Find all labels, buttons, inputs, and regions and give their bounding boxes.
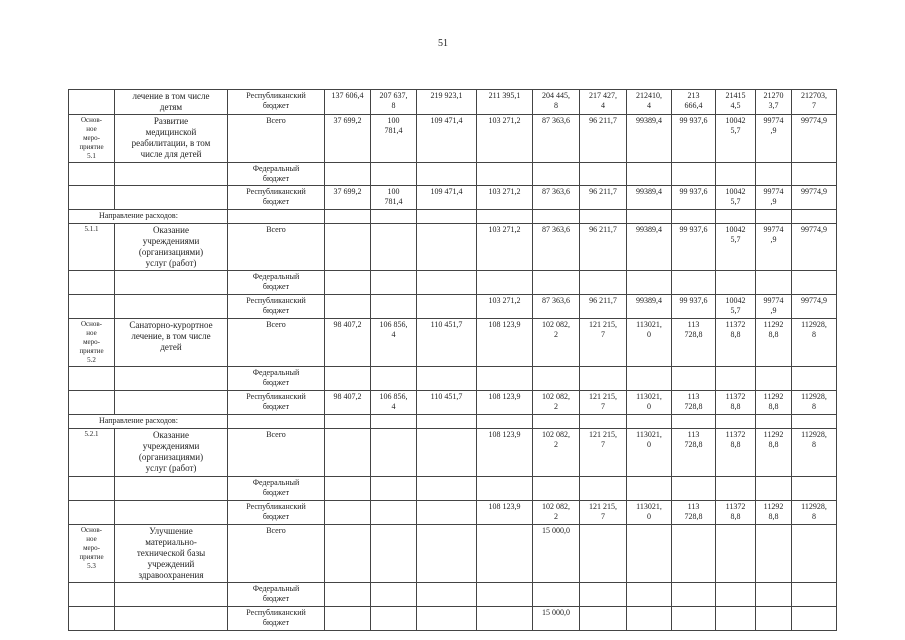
table-cell: 112928, 8 xyxy=(792,319,837,367)
table-cell xyxy=(792,477,837,501)
table-cell: 99 937,6 xyxy=(672,224,716,271)
table-cell: 11292 8,8 xyxy=(756,429,792,477)
funding-source: Федеральный бюджет xyxy=(228,271,325,295)
table-row xyxy=(69,224,837,271)
measure-code: Основ- ное меро- приятие 5.1 xyxy=(69,115,115,163)
table-cell: 87 363,6 xyxy=(533,186,580,210)
table-cell xyxy=(371,607,417,631)
table-cell xyxy=(417,583,477,607)
table-cell: 87 363,6 xyxy=(533,224,580,271)
table-cell: 99 937,6 xyxy=(672,295,716,319)
table-cell xyxy=(325,224,371,271)
table-cell xyxy=(627,607,672,631)
table-cell: 96 211,7 xyxy=(580,115,627,163)
funding-source: Республиканский бюджет xyxy=(228,391,325,415)
table-cell: 99774 ,9 xyxy=(756,115,792,163)
table-row xyxy=(69,607,837,631)
table-cell: 15 000,0 xyxy=(533,607,580,631)
table-cell xyxy=(792,163,837,186)
measure-code xyxy=(69,391,115,415)
table-cell: 21270 3,7 xyxy=(756,90,792,115)
table-cell: 121 215, 7 xyxy=(580,501,627,525)
table-cell xyxy=(325,415,371,429)
table-cell xyxy=(756,525,792,583)
table-cell: 113 728,8 xyxy=(672,501,716,525)
funding-source: Республиканский бюджет xyxy=(228,295,325,319)
table-cell xyxy=(716,210,756,224)
table-cell xyxy=(228,210,325,224)
table-cell xyxy=(477,583,533,607)
table-row xyxy=(69,90,837,115)
table-cell xyxy=(580,210,627,224)
table-cell: 99774,9 xyxy=(792,224,837,271)
table-cell: 103 271,2 xyxy=(477,295,533,319)
table-cell xyxy=(580,583,627,607)
table-cell: 99389,4 xyxy=(627,224,672,271)
table-cell xyxy=(417,477,477,501)
table-cell xyxy=(580,163,627,186)
table-cell: 99 937,6 xyxy=(672,115,716,163)
measure-name: Улучшение материально- технической базы учреждений здравоохранения xyxy=(115,525,228,583)
measure-name xyxy=(115,607,228,631)
table-cell: 121 215, 7 xyxy=(580,319,627,367)
table-cell xyxy=(627,525,672,583)
measure-name xyxy=(115,583,228,607)
table-cell xyxy=(417,415,477,429)
table-cell xyxy=(477,367,533,391)
table-cell xyxy=(325,429,371,477)
table-cell: 103 271,2 xyxy=(477,115,533,163)
table-cell: 11372 8,8 xyxy=(716,501,756,525)
table-cell xyxy=(716,525,756,583)
measure-code: 5.1.1 xyxy=(69,224,115,271)
table-cell xyxy=(756,607,792,631)
table-cell xyxy=(417,429,477,477)
table-cell xyxy=(371,271,417,295)
table-cell: 96 211,7 xyxy=(580,186,627,210)
table-cell: 113021, 0 xyxy=(627,501,672,525)
table-cell xyxy=(756,163,792,186)
measure-name xyxy=(115,501,228,525)
table-row xyxy=(69,525,837,583)
table-cell xyxy=(580,607,627,631)
measure-code xyxy=(69,295,115,319)
budget-table xyxy=(68,89,837,631)
table-cell xyxy=(716,367,756,391)
table-cell: 212410, 4 xyxy=(627,90,672,115)
table-cell xyxy=(792,210,837,224)
table-cell: 137 606,4 xyxy=(325,90,371,115)
table-cell: 113 728,8 xyxy=(672,319,716,367)
table-cell: 21415 4,5 xyxy=(716,90,756,115)
table-cell xyxy=(627,163,672,186)
measure-name xyxy=(115,295,228,319)
measure-name: Оказание учреждениями (организациями) услуг (работ) xyxy=(115,224,228,271)
measure-code xyxy=(69,90,115,115)
table-cell: 96 211,7 xyxy=(580,224,627,271)
table-cell: 112928, 8 xyxy=(792,501,837,525)
table-cell: 98 407,2 xyxy=(325,391,371,415)
table-cell xyxy=(716,163,756,186)
table-cell: 217 427, 4 xyxy=(580,90,627,115)
table-cell: 112928, 8 xyxy=(792,391,837,415)
table-cell: 102 082, 2 xyxy=(533,391,580,415)
measure-name xyxy=(115,391,228,415)
table-cell xyxy=(533,477,580,501)
table-cell: 37 699,2 xyxy=(325,115,371,163)
table-cell xyxy=(580,415,627,429)
table-cell xyxy=(792,367,837,391)
funding-source: Всего xyxy=(228,525,325,583)
funding-source: Республиканский бюджет xyxy=(228,90,325,115)
funding-source: Федеральный бюджет xyxy=(228,477,325,501)
table-cell: 99774,9 xyxy=(792,295,837,319)
table-cell: 108 123,9 xyxy=(477,429,533,477)
table-cell: 37 699,2 xyxy=(325,186,371,210)
table-cell xyxy=(580,525,627,583)
table-cell: 100 781,4 xyxy=(371,186,417,210)
table-cell: 99774 ,9 xyxy=(756,295,792,319)
table-cell: 100 781,4 xyxy=(371,115,417,163)
table-cell xyxy=(672,210,716,224)
table-cell xyxy=(716,271,756,295)
table-cell xyxy=(533,583,580,607)
table-cell xyxy=(371,525,417,583)
table-cell: 11372 8,8 xyxy=(716,391,756,415)
table-cell xyxy=(325,477,371,501)
table-cell xyxy=(627,271,672,295)
table-cell: 103 271,2 xyxy=(477,186,533,210)
measure-code xyxy=(69,477,115,501)
table-cell xyxy=(228,415,325,429)
table-cell xyxy=(756,367,792,391)
table-cell: 98 407,2 xyxy=(325,319,371,367)
measure-code xyxy=(69,501,115,525)
table-cell: 99774 ,9 xyxy=(756,186,792,210)
table-cell xyxy=(371,367,417,391)
table-cell xyxy=(477,210,533,224)
table-cell: 121 215, 7 xyxy=(580,429,627,477)
table-cell xyxy=(756,271,792,295)
table-cell xyxy=(325,583,371,607)
table-cell xyxy=(533,163,580,186)
measure-name xyxy=(115,163,228,186)
table-cell xyxy=(672,163,716,186)
table-cell xyxy=(371,501,417,525)
table-cell: 110 451,7 xyxy=(417,391,477,415)
table-cell xyxy=(792,271,837,295)
table-cell: 108 123,9 xyxy=(477,391,533,415)
table-cell: 99774 ,9 xyxy=(756,224,792,271)
table-cell xyxy=(325,525,371,583)
table-cell xyxy=(672,525,716,583)
table-cell: 219 923,1 xyxy=(417,90,477,115)
table-cell xyxy=(371,429,417,477)
measure-code xyxy=(69,583,115,607)
table-cell xyxy=(533,271,580,295)
table-cell xyxy=(325,367,371,391)
measure-code xyxy=(69,607,115,631)
table-cell xyxy=(627,583,672,607)
table-cell xyxy=(672,271,716,295)
table-cell xyxy=(371,224,417,271)
measure-code: Основ- ное меро- приятие 5.3 xyxy=(69,525,115,583)
funding-source: Федеральный бюджет xyxy=(228,163,325,186)
direction-label: Направление расходов: xyxy=(69,415,228,429)
table-cell xyxy=(533,367,580,391)
measure-code xyxy=(69,163,115,186)
direction-label: Направление расходов: xyxy=(69,210,228,224)
table-row xyxy=(69,583,837,607)
table-cell xyxy=(325,501,371,525)
table-cell xyxy=(325,210,371,224)
table-cell: 110 451,7 xyxy=(417,319,477,367)
table-cell xyxy=(417,224,477,271)
direction-row xyxy=(69,415,837,429)
measure-name: лечение в том числе детям xyxy=(115,90,228,115)
funding-source: Федеральный бюджет xyxy=(228,583,325,607)
measure-name: Санаторно-курортное лечение, в том числе детей xyxy=(115,319,228,367)
measure-name xyxy=(115,186,228,210)
table-cell: 102 082, 2 xyxy=(533,319,580,367)
table-row xyxy=(69,367,837,391)
table-cell xyxy=(627,477,672,501)
funding-source: Всего xyxy=(228,115,325,163)
measure-name xyxy=(115,367,228,391)
funding-source: Республиканский бюджет xyxy=(228,607,325,631)
table-cell xyxy=(672,583,716,607)
table-row xyxy=(69,429,837,477)
table-cell: 15 000,0 xyxy=(533,525,580,583)
table-cell: 96 211,7 xyxy=(580,295,627,319)
table-cell xyxy=(716,583,756,607)
table-cell xyxy=(477,607,533,631)
table-cell xyxy=(371,210,417,224)
table-cell: 10042 5,7 xyxy=(716,224,756,271)
table-cell: 103 271,2 xyxy=(477,224,533,271)
table-cell: 99 937,6 xyxy=(672,186,716,210)
funding-source: Республиканский бюджет xyxy=(228,501,325,525)
table-cell xyxy=(672,477,716,501)
table-cell xyxy=(325,607,371,631)
page-number: 51 xyxy=(438,38,448,49)
table-cell: 113021, 0 xyxy=(627,429,672,477)
table-cell: 106 856, 4 xyxy=(371,391,417,415)
table-cell xyxy=(756,415,792,429)
table-cell: 108 123,9 xyxy=(477,319,533,367)
table-cell xyxy=(716,607,756,631)
table-cell xyxy=(371,583,417,607)
table-cell: 99389,4 xyxy=(627,115,672,163)
table-cell: 109 471,4 xyxy=(417,186,477,210)
table-cell: 102 082, 2 xyxy=(533,501,580,525)
table-cell xyxy=(792,583,837,607)
table-cell xyxy=(417,501,477,525)
table-cell xyxy=(627,367,672,391)
measure-code xyxy=(69,367,115,391)
funding-source: Всего xyxy=(228,319,325,367)
table-cell xyxy=(627,210,672,224)
table-cell: 10042 5,7 xyxy=(716,295,756,319)
funding-source: Всего xyxy=(228,224,325,271)
table-cell xyxy=(756,477,792,501)
table-cell: 109 471,4 xyxy=(417,115,477,163)
table-cell xyxy=(417,607,477,631)
table-cell xyxy=(477,163,533,186)
measure-name xyxy=(115,477,228,501)
measure-code xyxy=(69,186,115,210)
table-cell xyxy=(672,415,716,429)
table-cell: 99389,4 xyxy=(627,186,672,210)
funding-source: Республиканский бюджет xyxy=(228,186,325,210)
table-cell xyxy=(371,163,417,186)
table-cell xyxy=(756,583,792,607)
table-cell xyxy=(417,295,477,319)
table-cell: 11292 8,8 xyxy=(756,501,792,525)
measure-code: 5.2.1 xyxy=(69,429,115,477)
table-cell: 11292 8,8 xyxy=(756,319,792,367)
direction-row xyxy=(69,210,837,224)
table-cell xyxy=(477,415,533,429)
table-row xyxy=(69,295,837,319)
table-cell: 212703, 7 xyxy=(792,90,837,115)
funding-source: Всего xyxy=(228,429,325,477)
table-cell xyxy=(417,163,477,186)
table-cell xyxy=(792,525,837,583)
table-row xyxy=(69,391,837,415)
table-cell xyxy=(533,415,580,429)
table-cell: 106 856, 4 xyxy=(371,319,417,367)
table-cell xyxy=(580,271,627,295)
table-cell xyxy=(716,415,756,429)
table-cell xyxy=(417,525,477,583)
table-cell xyxy=(417,271,477,295)
measure-name: Оказание учреждениями (организациями) услуг (работ) xyxy=(115,429,228,477)
table-row xyxy=(69,501,837,525)
measure-name xyxy=(115,271,228,295)
table-cell: 204 445, 8 xyxy=(533,90,580,115)
table-cell: 213 666,4 xyxy=(672,90,716,115)
table-cell xyxy=(627,415,672,429)
table-cell: 102 082, 2 xyxy=(533,429,580,477)
table-cell: 113021, 0 xyxy=(627,391,672,415)
table-cell: 121 215, 7 xyxy=(580,391,627,415)
table-cell: 108 123,9 xyxy=(477,501,533,525)
table-row xyxy=(69,319,837,367)
table-cell xyxy=(325,271,371,295)
table-cell xyxy=(371,415,417,429)
measure-code: Основ- ное меро- приятие 5.2 xyxy=(69,319,115,367)
table-cell xyxy=(371,477,417,501)
table-cell xyxy=(325,295,371,319)
table-cell xyxy=(672,607,716,631)
table-cell xyxy=(792,607,837,631)
table-cell: 113021, 0 xyxy=(627,319,672,367)
table-cell: 87 363,6 xyxy=(533,295,580,319)
table-cell xyxy=(792,415,837,429)
table-row xyxy=(69,115,837,163)
measure-code xyxy=(69,271,115,295)
table-cell: 11372 8,8 xyxy=(716,429,756,477)
table-cell xyxy=(580,367,627,391)
table-cell xyxy=(371,295,417,319)
table-cell: 99389,4 xyxy=(627,295,672,319)
table-cell: 11292 8,8 xyxy=(756,391,792,415)
funding-source: Федеральный бюджет xyxy=(228,367,325,391)
table-cell xyxy=(325,163,371,186)
table-row xyxy=(69,477,837,501)
table-cell xyxy=(417,367,477,391)
table-row xyxy=(69,271,837,295)
table-cell: 113 728,8 xyxy=(672,391,716,415)
table-row xyxy=(69,186,837,210)
table-cell: 11372 8,8 xyxy=(716,319,756,367)
table-cell xyxy=(672,367,716,391)
table-cell xyxy=(580,477,627,501)
table-cell: 207 637, 8 xyxy=(371,90,417,115)
table-cell xyxy=(716,477,756,501)
table-cell xyxy=(477,525,533,583)
table-cell xyxy=(533,210,580,224)
table-cell: 87 363,6 xyxy=(533,115,580,163)
table-cell: 113 728,8 xyxy=(672,429,716,477)
table-cell: 10042 5,7 xyxy=(716,186,756,210)
measure-name: Развитие медицинской реабилитации, в том числе для детей xyxy=(115,115,228,163)
table-cell: 112928, 8 xyxy=(792,429,837,477)
table-cell: 99774,9 xyxy=(792,186,837,210)
table-row xyxy=(69,163,837,186)
table-cell xyxy=(756,210,792,224)
table-cell xyxy=(417,210,477,224)
table-cell: 10042 5,7 xyxy=(716,115,756,163)
table-cell xyxy=(477,271,533,295)
table-cell: 211 395,1 xyxy=(477,90,533,115)
table-cell: 99774,9 xyxy=(792,115,837,163)
table-cell xyxy=(477,477,533,501)
